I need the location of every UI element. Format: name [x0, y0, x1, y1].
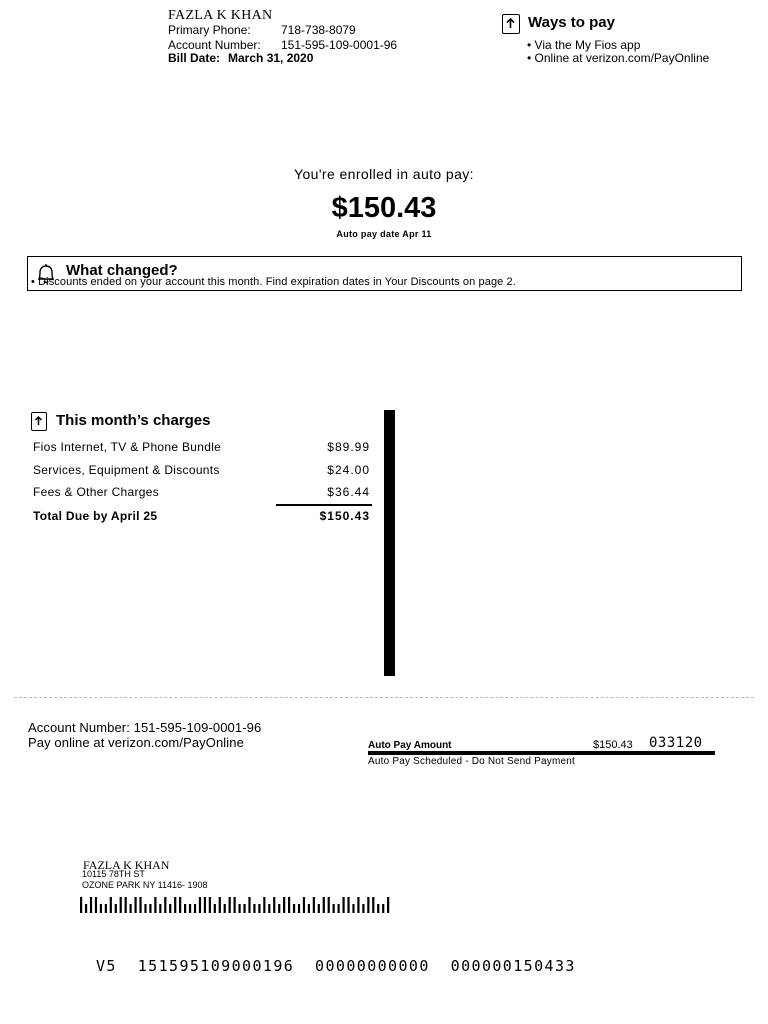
barcode-bar [189, 904, 191, 913]
ways-to-pay-app-link[interactable]: • Via the My Fios app [527, 38, 641, 52]
barcode-bar [387, 897, 389, 913]
barcode-bar [338, 904, 340, 913]
charge-row-value: $36.44 [327, 485, 370, 499]
stub-account-number: Account Number: 151-595-109-0001-96 [28, 720, 262, 735]
barcode-bar [115, 904, 117, 913]
account-number-row [168, 38, 397, 52]
what-changed-note: • Discounts ended on your account this month. Find expiration dates in Your Discounts on page 2. [31, 276, 516, 288]
barcode-bar [95, 897, 97, 913]
barcode-bar [288, 897, 290, 913]
auto-pay-amount-label: Auto Pay Amount [368, 740, 452, 751]
auto-pay-date: Auto pay date Apr 11 [336, 229, 432, 239]
barcode-bar [149, 904, 151, 913]
barcode-bar [377, 904, 379, 913]
total-due-label: Total Due by April 25 [33, 509, 158, 523]
upload-arrow-icon [502, 14, 520, 34]
charge-row-value: $89.99 [327, 440, 370, 454]
barcode-bar [238, 904, 240, 913]
what-changed-title: What changed? [66, 262, 178, 279]
barcode-bar [328, 897, 330, 913]
barcode-bar [273, 897, 275, 913]
barcode-bar [169, 904, 171, 913]
barcode-bar [209, 897, 211, 913]
barcode-bar [105, 904, 107, 913]
barcode-bar [323, 897, 325, 913]
ways-to-pay-title: Ways to pay [528, 14, 615, 31]
barcode-bar [303, 897, 305, 913]
barcode-bar [243, 904, 245, 913]
primary-phone-label: Primary Phone: [168, 23, 251, 37]
barcode-bar [283, 897, 285, 913]
mailing-name: FAZLA K KHAN [83, 858, 170, 872]
barcode-bar [219, 897, 221, 913]
barcode-bar [139, 897, 141, 913]
barcode-bar [100, 904, 102, 913]
primary-phone-row [168, 23, 356, 37]
stub-pay-online-link[interactable]: Pay online at verizon.com/PayOnline [28, 735, 244, 750]
mailing-street: 10115 78TH ST [82, 869, 145, 879]
barcode-bar [258, 904, 260, 913]
barcode-bar [382, 904, 384, 913]
auto-pay-scheduled-note: Auto Pay Scheduled - Do Not Send Payment [368, 756, 576, 767]
barcode-bar [179, 897, 181, 913]
barcode-bar [184, 904, 186, 913]
primary-phone-value: 718-738-8079 [281, 23, 356, 37]
barcode-bar [120, 897, 122, 913]
barcode-bar [110, 897, 112, 913]
barcode-bar [313, 897, 315, 913]
barcode-bar [194, 904, 196, 913]
barcode-bar [199, 897, 201, 913]
barcode-bar [298, 904, 300, 913]
bill-date-label: Bill Date: [168, 51, 221, 65]
vertical-divider-bar [384, 410, 395, 676]
barcode-bar [214, 904, 216, 913]
barcode-bar [268, 904, 270, 913]
postal-barcode [80, 897, 392, 913]
stub-code: 033120 [649, 735, 703, 751]
barcode-bar [362, 904, 364, 913]
auto-pay-enrolled-text: You're enrolled in auto pay: [294, 166, 474, 182]
bill-date-value: March 31, 2020 [228, 51, 314, 65]
barcode-bar [159, 904, 161, 913]
ocr-scan-line: V5 151595109000196 00000000000 000000150433 [96, 957, 576, 975]
barcode-bar [347, 897, 349, 913]
charges-title: This month’s charges [56, 412, 211, 429]
barcode-bar [204, 897, 206, 913]
barcode-bar [90, 897, 92, 913]
account-number-value: 151-595-109-0001-96 [281, 38, 398, 52]
account-holder-name: FAZLA K KHAN [168, 8, 273, 23]
auto-pay-rule [368, 751, 715, 755]
barcode-bar [333, 904, 335, 913]
barcode-bar [367, 897, 369, 913]
bill-date-row [168, 51, 313, 65]
charge-row-label: Fees & Other Charges [33, 485, 160, 499]
upload-arrow-icon [31, 412, 47, 431]
barcode-bar [130, 904, 132, 913]
barcode-bar [164, 897, 166, 913]
barcode-bar [253, 904, 255, 913]
ways-to-pay-online-link[interactable]: • Online at verizon.com/PayOnline [527, 51, 710, 65]
barcode-bar [174, 897, 176, 913]
charge-row-label: Services, Equipment & Discounts [33, 463, 220, 477]
barcode-bar [352, 904, 354, 913]
barcode-bar [154, 897, 156, 913]
barcode-bar [85, 904, 87, 913]
total-divider [276, 504, 372, 506]
barcode-bar [308, 904, 310, 913]
barcode-bar [372, 897, 374, 913]
barcode-bar [278, 904, 280, 913]
perforation-line [14, 697, 754, 698]
charge-row-value: $24.00 [327, 463, 370, 477]
barcode-bar [125, 897, 127, 913]
account-number-label: Account Number: [168, 38, 261, 52]
barcode-bar [293, 904, 295, 913]
charge-row-label: Fios Internet, TV & Phone Bundle [33, 440, 222, 454]
auto-pay-amount: $150.43 [331, 192, 437, 224]
auto-pay-amount-value: $150.43 [593, 739, 633, 751]
total-due-value: $150.43 [319, 509, 370, 523]
barcode-bar [234, 897, 236, 913]
barcode-bar [318, 904, 320, 913]
barcode-bar [248, 897, 250, 913]
barcode-bar [224, 904, 226, 913]
barcode-bar [357, 897, 359, 913]
barcode-bar [144, 904, 146, 913]
barcode-bar [80, 897, 82, 913]
barcode-bar [342, 897, 344, 913]
barcode-bar [134, 897, 136, 913]
mailing-city: OZONE PARK NY 11416- 1908 [82, 880, 208, 890]
barcode-bar [263, 897, 265, 913]
barcode-bar [229, 897, 231, 913]
